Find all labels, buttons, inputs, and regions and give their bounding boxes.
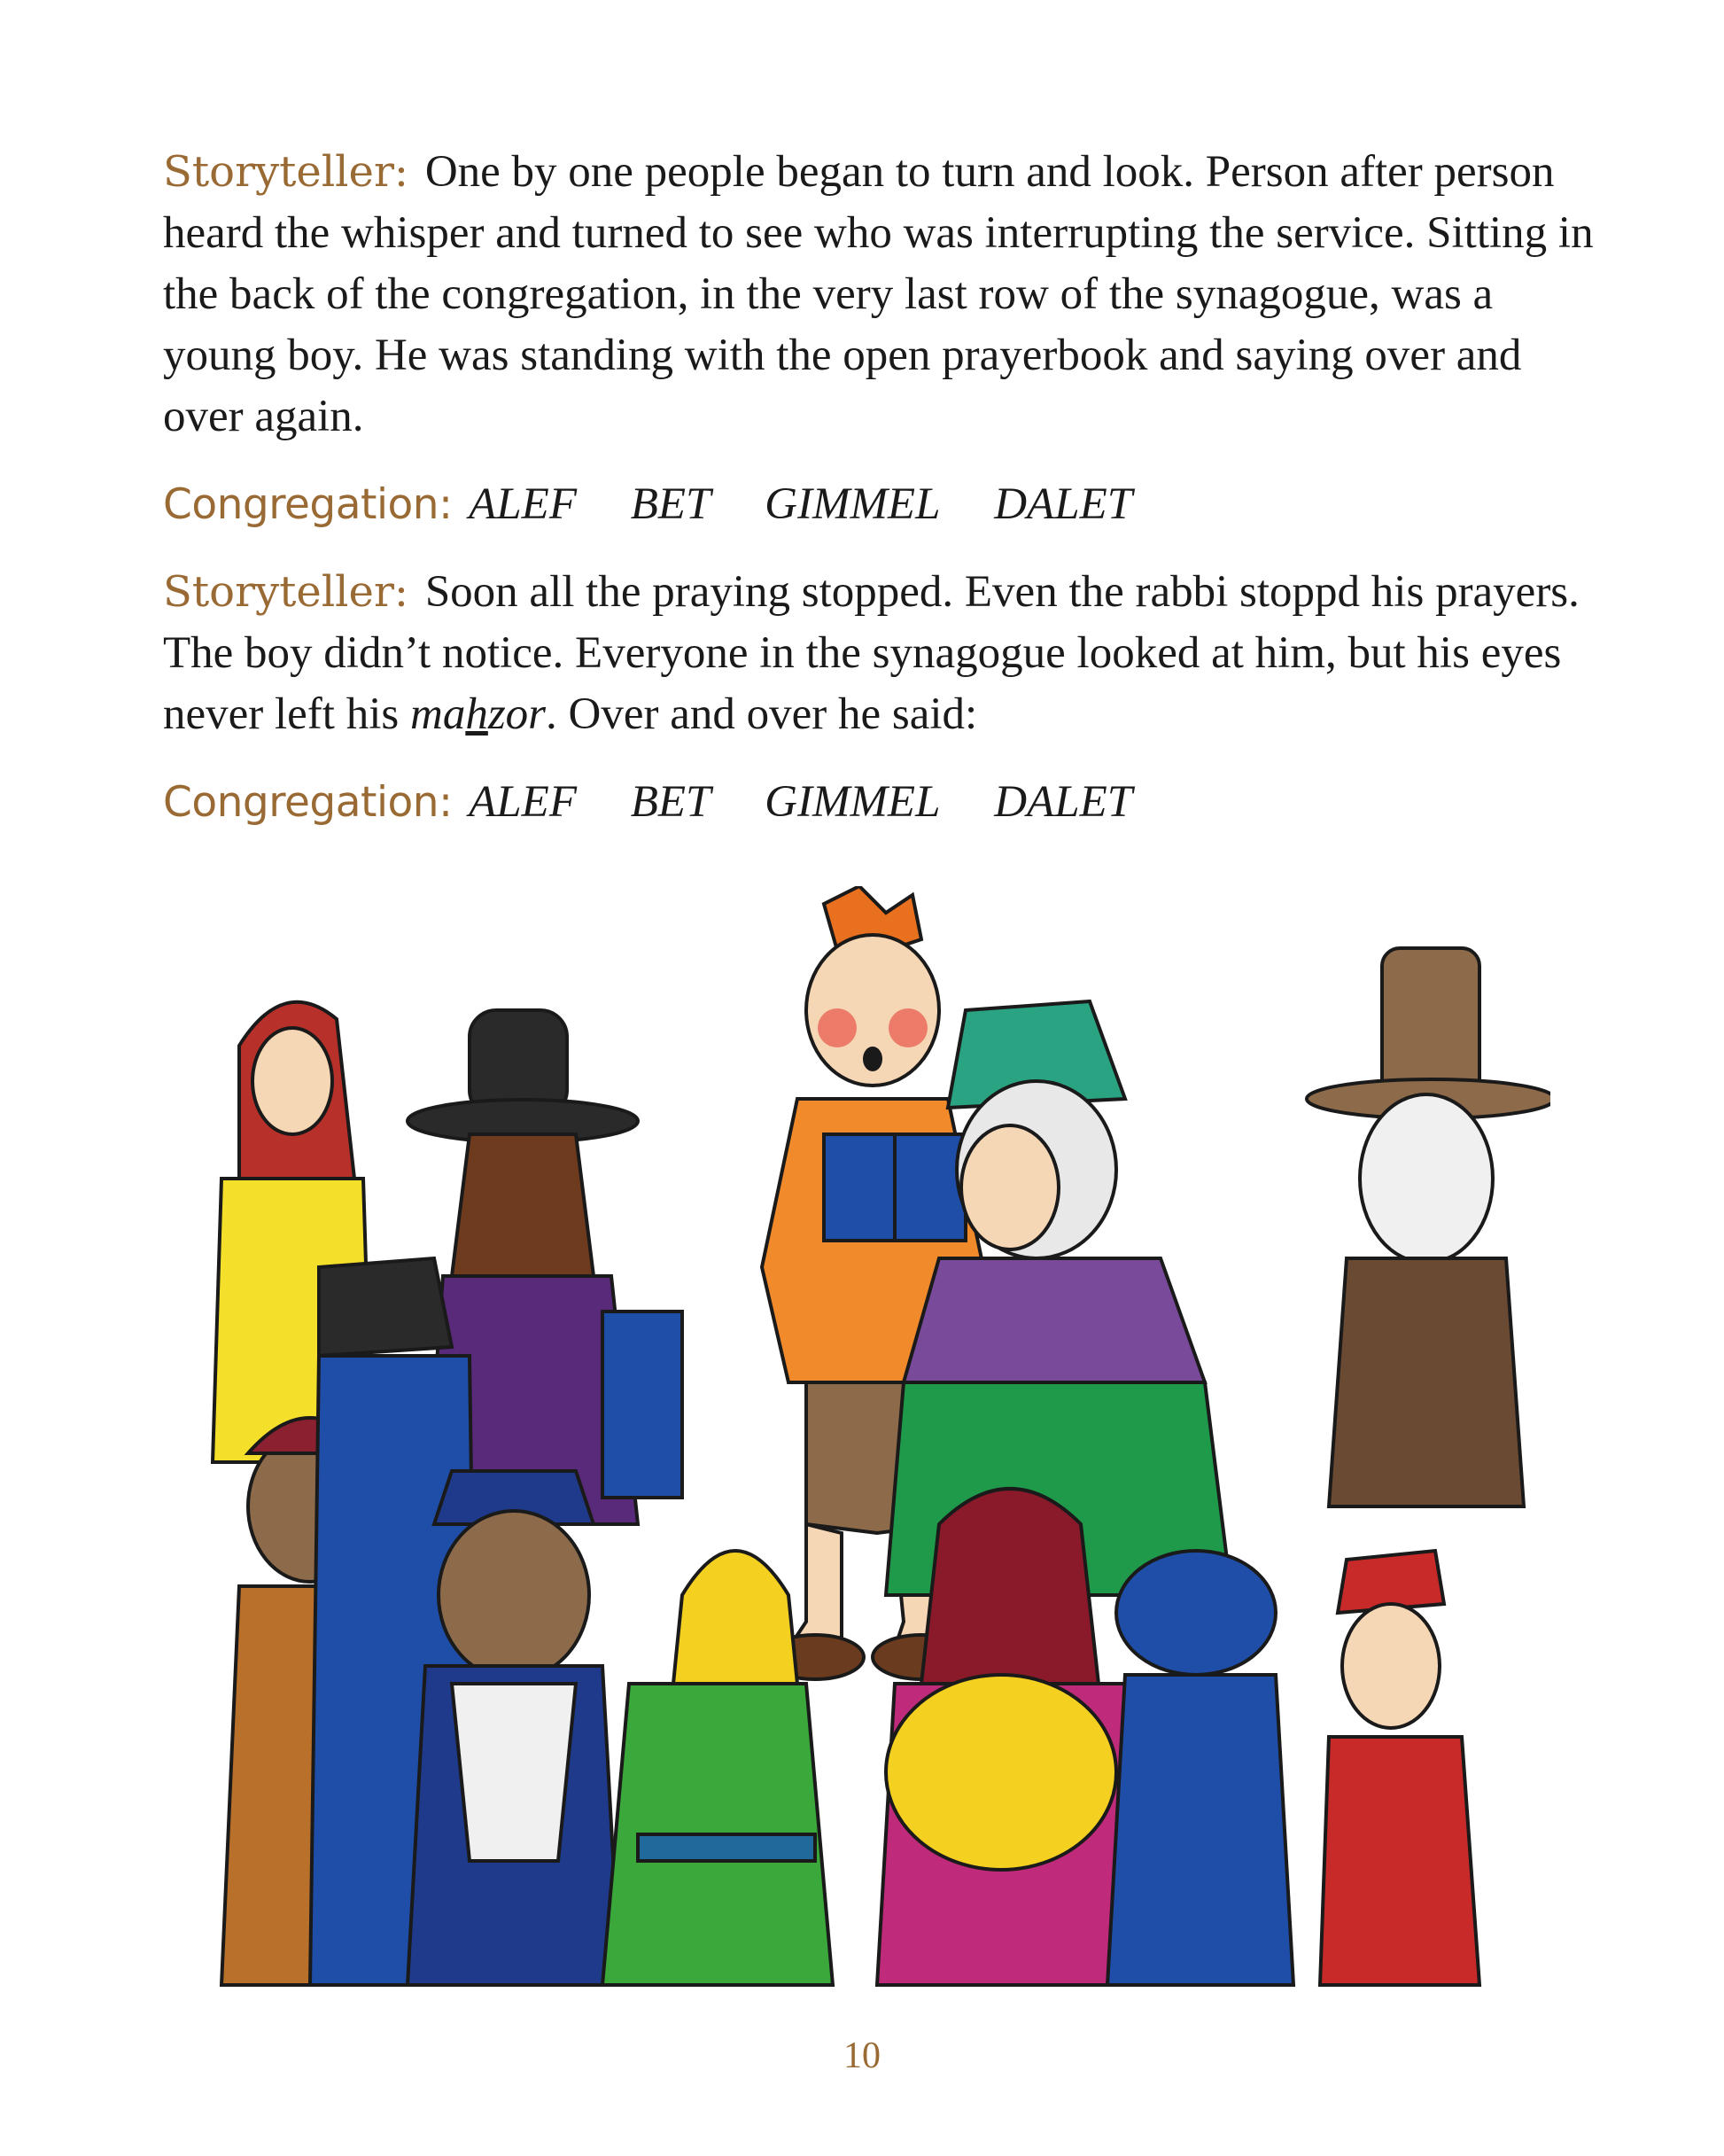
chant-word: BET xyxy=(630,479,711,529)
speaker-label: Storyteller: xyxy=(163,567,409,617)
chant-word: DALET xyxy=(994,479,1133,529)
paragraph-storyteller-1 xyxy=(163,142,1598,448)
chant-word: DALET xyxy=(994,777,1133,827)
page-number: 10 xyxy=(843,2035,881,2076)
congregation-illustration xyxy=(186,886,1550,2003)
girl-green-dress-figure xyxy=(602,1551,833,1985)
man-red-coat-figure xyxy=(1320,1551,1479,1985)
chant-word: GIMMEL xyxy=(765,479,941,529)
chant-word: ALEF xyxy=(469,777,577,827)
chant-word: BET xyxy=(630,777,711,827)
story-text xyxy=(163,142,1598,860)
chant-word: ALEF xyxy=(469,479,577,529)
speaker-label: Congregation: xyxy=(163,778,453,827)
chant-line xyxy=(469,479,1175,529)
paragraph-storyteller-2 xyxy=(163,562,1598,745)
tall-man-top-hat-figure xyxy=(1307,948,1550,1506)
man-blue-jacket-figure xyxy=(1107,1551,1293,1985)
chant-word: GIMMEL xyxy=(765,777,941,827)
italic-term-mahzor: mahzor xyxy=(409,689,547,739)
speaker-label: Storyteller: xyxy=(163,147,409,197)
paragraph-congregation-1 xyxy=(163,474,1598,535)
paragraph-text: One by one people began to turn and look. Person after person heard the whisper and turned to see who was interrupting the service. Sitting in the back of the congregation, in the very last row of the synagogue, was a young boy. He was standing with the open prayerbook and saying over and over again. xyxy=(163,147,1594,441)
paragraph-text: . Over and over he said: xyxy=(546,689,978,739)
paragraph-congregation-2 xyxy=(163,772,1598,833)
paragraph-text: Soon all the praying stopped. Even the rabbi stoppd his prayers. The boy didn’t notice. Everyone in the synagogue looked at him, but his eyes never left his xyxy=(163,567,1580,739)
chant-line xyxy=(469,777,1175,827)
speaker-label: Congregation: xyxy=(163,480,453,529)
